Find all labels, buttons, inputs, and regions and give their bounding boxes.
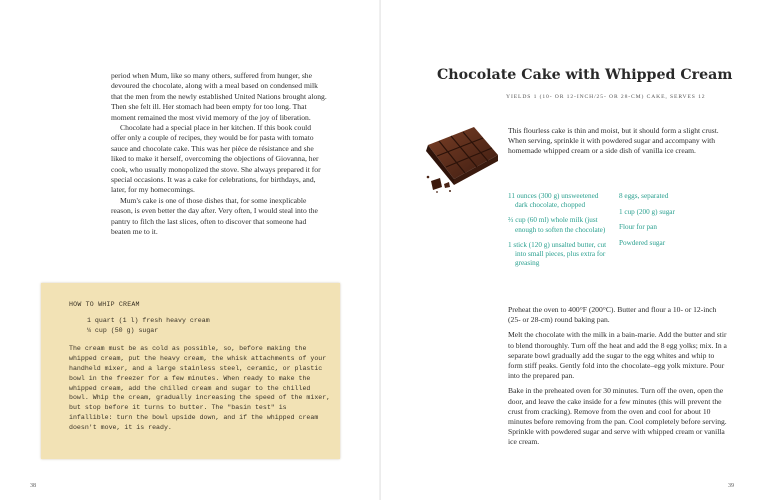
recipe-method	[508, 305, 730, 453]
page-number-left: 38	[30, 483, 36, 489]
recipe-card-ingredient: ¼ cup (50 g) sugar	[87, 326, 159, 334]
recipe-title: Chocolate Cake with Whipped Cream	[437, 67, 733, 83]
method-step: Preheat the oven to 400°F (200°C). Butter and flour a 10- or 12-inch (25- or 28-cm) round baking pan.	[508, 305, 717, 325]
ingredient-item: 1 cup (200 g) sugar	[619, 207, 675, 216]
recipe-card-ingredient: 1 quart (1 l) fresh heavy cream	[87, 316, 210, 324]
ingredient-item: 11 ounces (300 g) unsweetened dark chocolate, chopped	[508, 192, 599, 210]
ingredient-item: 1 stick (120 g) unsalted butter, cut into small pieces, plus extra for greasing	[508, 240, 607, 268]
story-paragraph: Chocolate had a special place in her kitchen. If this book could offer only a couple of recipes, they would be for pasta with tomato sauce and chocolate cake. This was her pièce de résistance and she liked to make it herself, overcoming the objections of Giovanna, her cook, who usually monopolized the stove. She always prepared it for special occasions. It was a cake for celebrations, for birthdays, and, later, for my homecomings.	[111, 123, 321, 195]
recipe-card-method: The cream must be as cold as possible, so, before making the whipped cream, put the heavy cream, the whisk attachments of your handheld mixer, and a large stainless steel, ceramic, or plastic bowl in the freezer for a few minutes. When ready to make the whipped cream, add the chilled cream and sugar to the chilled bowl. Whip the cream, gradually increasing the speed of the mixer, but stop before it turns to butter. The "basin test" is infallible: turn the bowl upside down, and if the whipped cream doesn't move, it is ready.	[69, 345, 331, 431]
ingredients-column-2	[619, 192, 729, 254]
story-text	[111, 71, 327, 238]
method-step: Bake in the preheated oven for 30 minutes. Turn off the oven, open the door, and leave the cake inside for a few minutes (this will prevent the crust from cracking). Remove from the oven and cool for about 10 minutes before removing from the pan. Cool completely before serving. Sprinkle with powdered sugar and serve with whipped cream or vanilla ice cream.	[508, 386, 727, 447]
story-paragraph: Mum's cake is one of those dishes that, for some inexplicable reason, is even better the day after. Very often, I would steal into the pantry to filch the last slices, often to discover that someone had beaten me to it.	[111, 195, 318, 237]
recipe-intro: This flourless cake is thin and moist, but it should form a slight crust. When serving, sprinkle it with powdered sugar and accompany with homemade whipped cream or a side dish of vanilla ice cream.	[508, 126, 719, 156]
ingredient-item: Flour for pan	[619, 223, 657, 232]
page-number-right: 39	[728, 483, 734, 489]
ingredient-item: ⅔ cup (60 ml) whole milk (just enough to soften the chocolate)	[508, 216, 606, 234]
whipped-cream-recipe-card	[41, 283, 340, 459]
ingredient-item: Powdered sugar	[619, 238, 666, 247]
ingredients-column-1	[508, 192, 612, 274]
story-paragraph: period when Mum, like so many others, suffered from hunger, she devoured the chocolate, along with a meal based on condensed milk that the men from the newly established United Nations brought along. Then she felt ill. Her stomach had been empty for too long. That moment remained the most vivid memory of the joy of liberation.	[111, 71, 327, 122]
ingredient-item: 8 eggs, separated	[619, 192, 669, 200]
chocolate-bar-illustration	[422, 121, 502, 193]
method-step: Melt the chocolate with the milk in a bain-marie. Add the butter and stir to blend thoroughly. Turn off the heat and add the 8 egg yolks; mix. In a separate bowl gradually add the sugar to the egg whites and whip to form stiff peaks. Gently fold into the chocolate–egg yolk mixture. Pour into the prepared pan.	[508, 330, 727, 381]
recipe-card-content	[69, 300, 331, 433]
recipe-yield: YIELDS 1 (10- OR 12-INCH/25- OR 28-CM) CAKE, SERVES 12	[506, 94, 706, 100]
recipe-card-title: HOW TO WHIP CREAM	[69, 301, 140, 308]
